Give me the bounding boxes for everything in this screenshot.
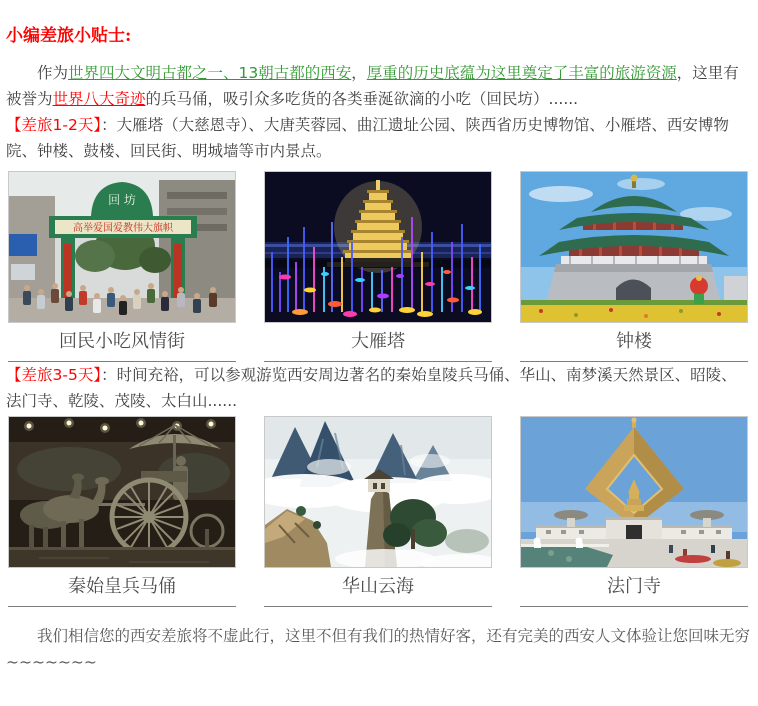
- dayan-pagoda-photo: [264, 171, 492, 323]
- outro-paragraph: 我们相信您的西安差旅将不虚此行，这里不但有我们的热情好客，还有完美的西安人文体验让您回味无穷~~~~~~~: [6, 627, 751, 671]
- link-xian-ancient-capital[interactable]: 世界四大文明古都之一、13朝古都的西安: [68, 64, 352, 82]
- section-1-2-days-text: ：大雁塔（大慈恩寺）、大唐芙蓉园、曲江遗址公园、陕西省历史博物馆、小雁塔、西安博物院、钟楼、鼓楼、回民街、明城墙等市内景点。: [6, 116, 729, 160]
- intro-middle: ，这里有被誉为: [6, 64, 739, 108]
- figure-famen-temple: [520, 416, 748, 607]
- bell-tower-photo: [520, 171, 748, 323]
- caption-dayan-pagoda: 大雁塔: [264, 323, 492, 362]
- huashan-illustration: [265, 417, 491, 567]
- huimin-street-photo: [8, 171, 236, 323]
- figure-terracotta: [8, 416, 236, 607]
- caption-famen-temple: 法门寺: [520, 568, 748, 607]
- section-1-2-days-paragraph: [6, 112, 750, 164]
- caption-huashan: 华山云海: [264, 568, 492, 607]
- caption-bell-tower: 钟楼: [520, 323, 748, 362]
- figure-bell-tower: [520, 171, 748, 362]
- figure-dayan-pagoda: [264, 171, 492, 362]
- intro-separator: ，: [351, 64, 367, 82]
- section-3-5-days-paragraph: [6, 362, 750, 414]
- terracotta-photo: [8, 416, 236, 568]
- huimin-dome-text: 回 坊: [108, 193, 136, 207]
- caption-huimin-street: 回民小吃风情街: [8, 323, 236, 362]
- huimin-street-illustration: [9, 172, 235, 322]
- figure-row-2: [8, 416, 748, 607]
- section-3-5-days-tag: 【差旅3-5天】: [6, 366, 102, 384]
- famen-temple-photo: [520, 416, 748, 568]
- intro-paragraph: [6, 60, 750, 112]
- famen-temple-illustration: [521, 417, 747, 567]
- dayan-pagoda-illustration: [265, 172, 491, 322]
- huimin-banner-text: 高举爱国爱教伟大旗帜: [73, 223, 173, 234]
- caption-terracotta: 秦始皇兵马俑: [8, 568, 236, 607]
- page-title: 小编差旅小贴士:: [6, 26, 132, 46]
- figure-row-1: [8, 171, 748, 362]
- figure-huashan: [264, 416, 492, 607]
- link-eight-wonders[interactable]: 世界八大奇迹: [52, 90, 146, 108]
- terracotta-illustration: [9, 417, 235, 567]
- figure-huimin-street: [8, 171, 236, 362]
- section-1-2-days-tag: 【差旅1-2天】: [6, 116, 102, 134]
- intro-prefix: 作为: [37, 64, 69, 82]
- section-3-5-days-text: ：时间充裕，可以参观游览西安周边著名的秦始皇陵兵马俑、华山、南梦溪天然景区、昭陵、法门寺、乾陵、茂陵、太白山......: [6, 366, 737, 410]
- link-tourism-resources[interactable]: 厚重的历史底蕴为这里奠定了丰富的旅游资源: [366, 64, 677, 82]
- bell-tower-illustration: [521, 172, 747, 322]
- huashan-photo: [264, 416, 492, 568]
- intro-suffix: 的兵马俑，吸引众多吃货的各类垂涎欲滴的小吃（回民坊）......: [145, 90, 579, 108]
